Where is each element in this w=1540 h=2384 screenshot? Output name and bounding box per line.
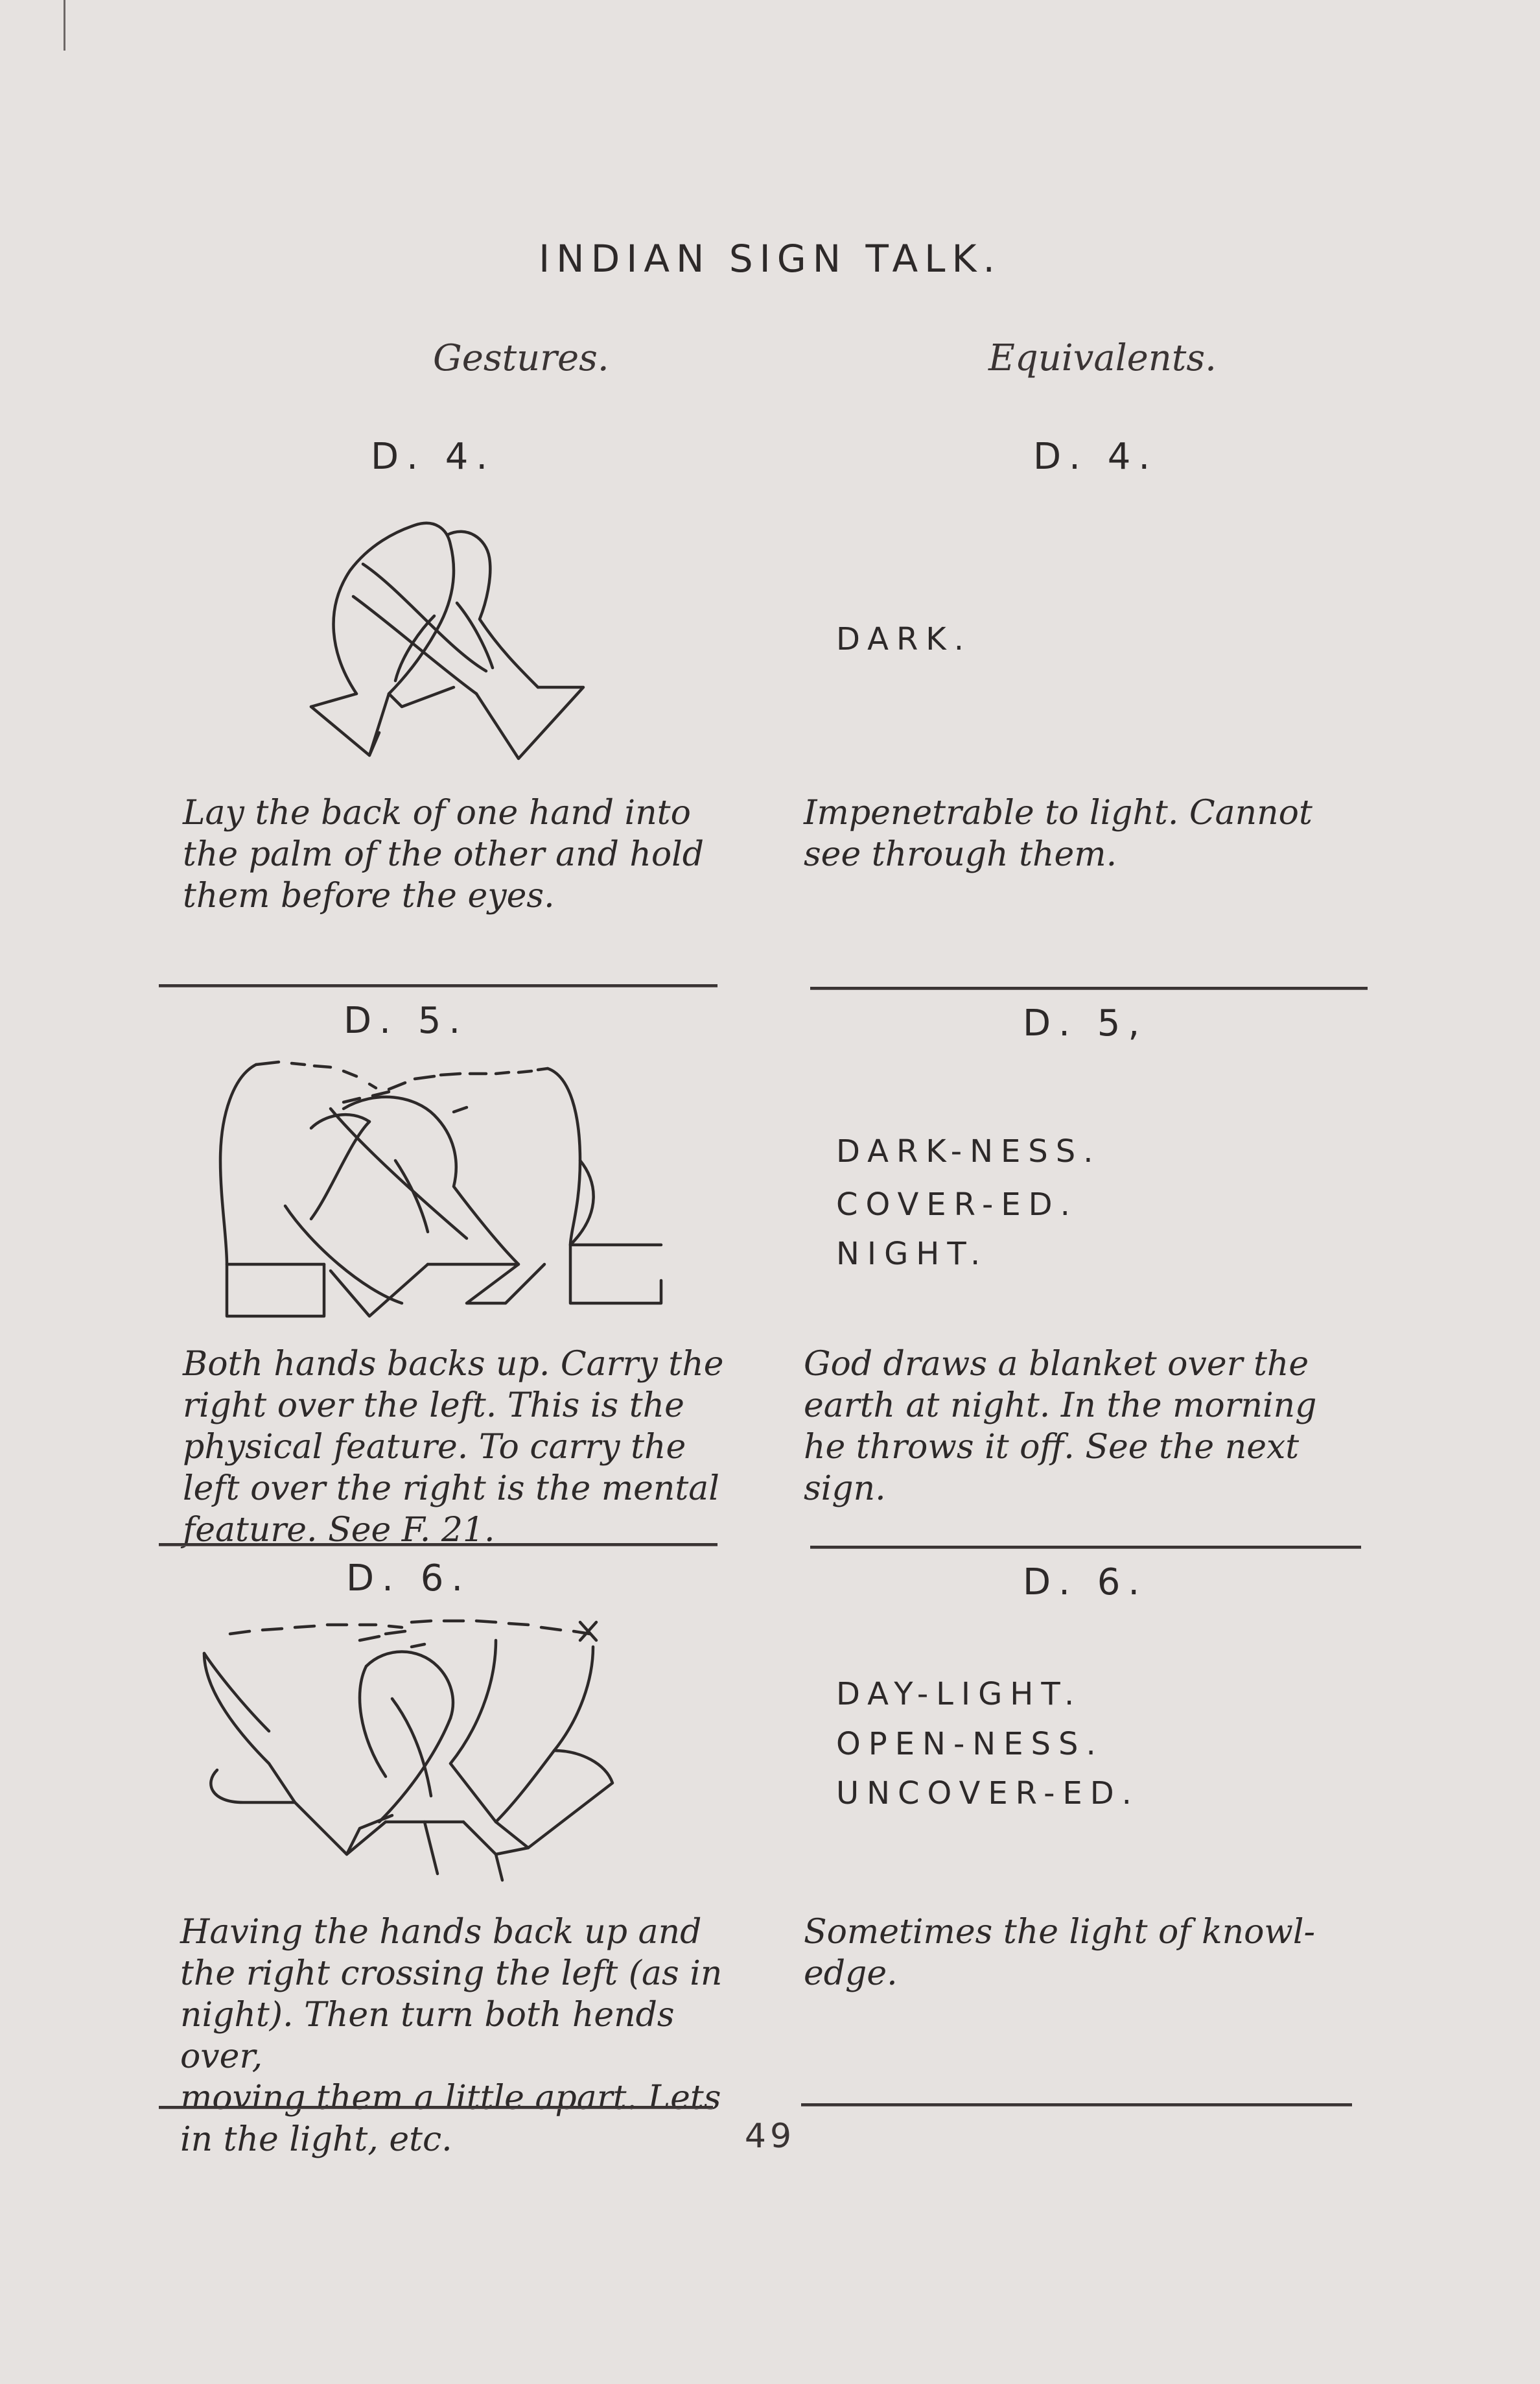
section-divider: [159, 2106, 713, 2109]
equivalent-word: UNCOVER-ED.: [836, 1775, 1139, 1812]
text-line: Impenetrable to light. Cannot: [804, 794, 1312, 832]
gesture-description-d5: [183, 1343, 740, 1551]
section-divider: [159, 984, 718, 987]
equivalent-word: DARK.: [836, 621, 972, 657]
equivalent-description-d6: [804, 1911, 1387, 1994]
gestures-heading: Gestures.: [433, 337, 609, 379]
text-line: night). Then turn both hends over,: [180, 1996, 675, 2076]
text-line: Having the hands back up and: [180, 1913, 702, 1952]
overlapping-hands-icon: [292, 499, 603, 772]
section-divider: [801, 2103, 1352, 2107]
text-line: right over the left. This is the: [183, 1386, 684, 1425]
equivalents-heading: Equivalents.: [988, 337, 1217, 379]
equivalent-word: OPEN-NESS.: [836, 1726, 1104, 1762]
text-line: left over the right is the mental: [183, 1469, 719, 1508]
gesture-code-d5: D. 5.: [344, 1000, 469, 1042]
text-line: in the light, etc.: [180, 2120, 452, 2159]
text-line: feature. See F. 21.: [183, 1511, 495, 1550]
equivalent-word: DAY-LIGHT.: [836, 1676, 1082, 1712]
text-line: moving them a little apart. Lets: [180, 2079, 721, 2118]
text-line: he throws it off. See the next sign.: [804, 1428, 1300, 1508]
section-divider: [810, 987, 1368, 990]
section-divider: [159, 1543, 718, 1546]
text-line: Both hands backs up. Carry the: [183, 1345, 724, 1384]
crossing-hands-icon: [181, 1050, 700, 1336]
text-line: God draws a blanket over the: [804, 1345, 1309, 1384]
page-number: 49: [744, 2117, 796, 2156]
gesture-code-d6: D. 6.: [346, 1557, 471, 1599]
equivalent-word: NIGHT.: [836, 1236, 988, 1272]
text-line: the right crossing the left (as in: [180, 1954, 723, 1993]
equivalent-description-d4: [804, 792, 1387, 875]
equivalent-description-d5: [804, 1343, 1387, 1509]
text-line: earth at night. In the morning: [804, 1386, 1317, 1425]
text-line: physical feature. To carry the: [183, 1428, 686, 1467]
gesture-description-d4: [183, 792, 740, 917]
equivalent-code-d5: D. 5,: [1023, 1002, 1148, 1044]
text-line: the palm of the other and hold: [183, 835, 705, 874]
text-line: them before the eyes.: [183, 877, 555, 915]
equivalent-code-d4: D. 4.: [1033, 436, 1158, 478]
text-line: Lay the back of one hand into: [183, 794, 691, 832]
separating-hands-icon: [191, 1608, 710, 1906]
section-divider: [810, 1546, 1361, 1549]
gesture-code-d4: D. 4.: [371, 436, 496, 478]
text-line: edge.: [804, 1954, 898, 1993]
text-line: see through them.: [804, 835, 1117, 874]
equivalent-word: DARK-NESS.: [836, 1133, 1101, 1170]
equivalent-code-d6: D. 6.: [1023, 1561, 1148, 1603]
equivalent-word: COVER-ED.: [836, 1186, 1078, 1223]
margin-mark: [64, 0, 65, 51]
text-line: Sometimes the light of knowl-: [804, 1913, 1316, 1952]
page-title: INDIAN SIGN TALK.: [539, 237, 1001, 281]
